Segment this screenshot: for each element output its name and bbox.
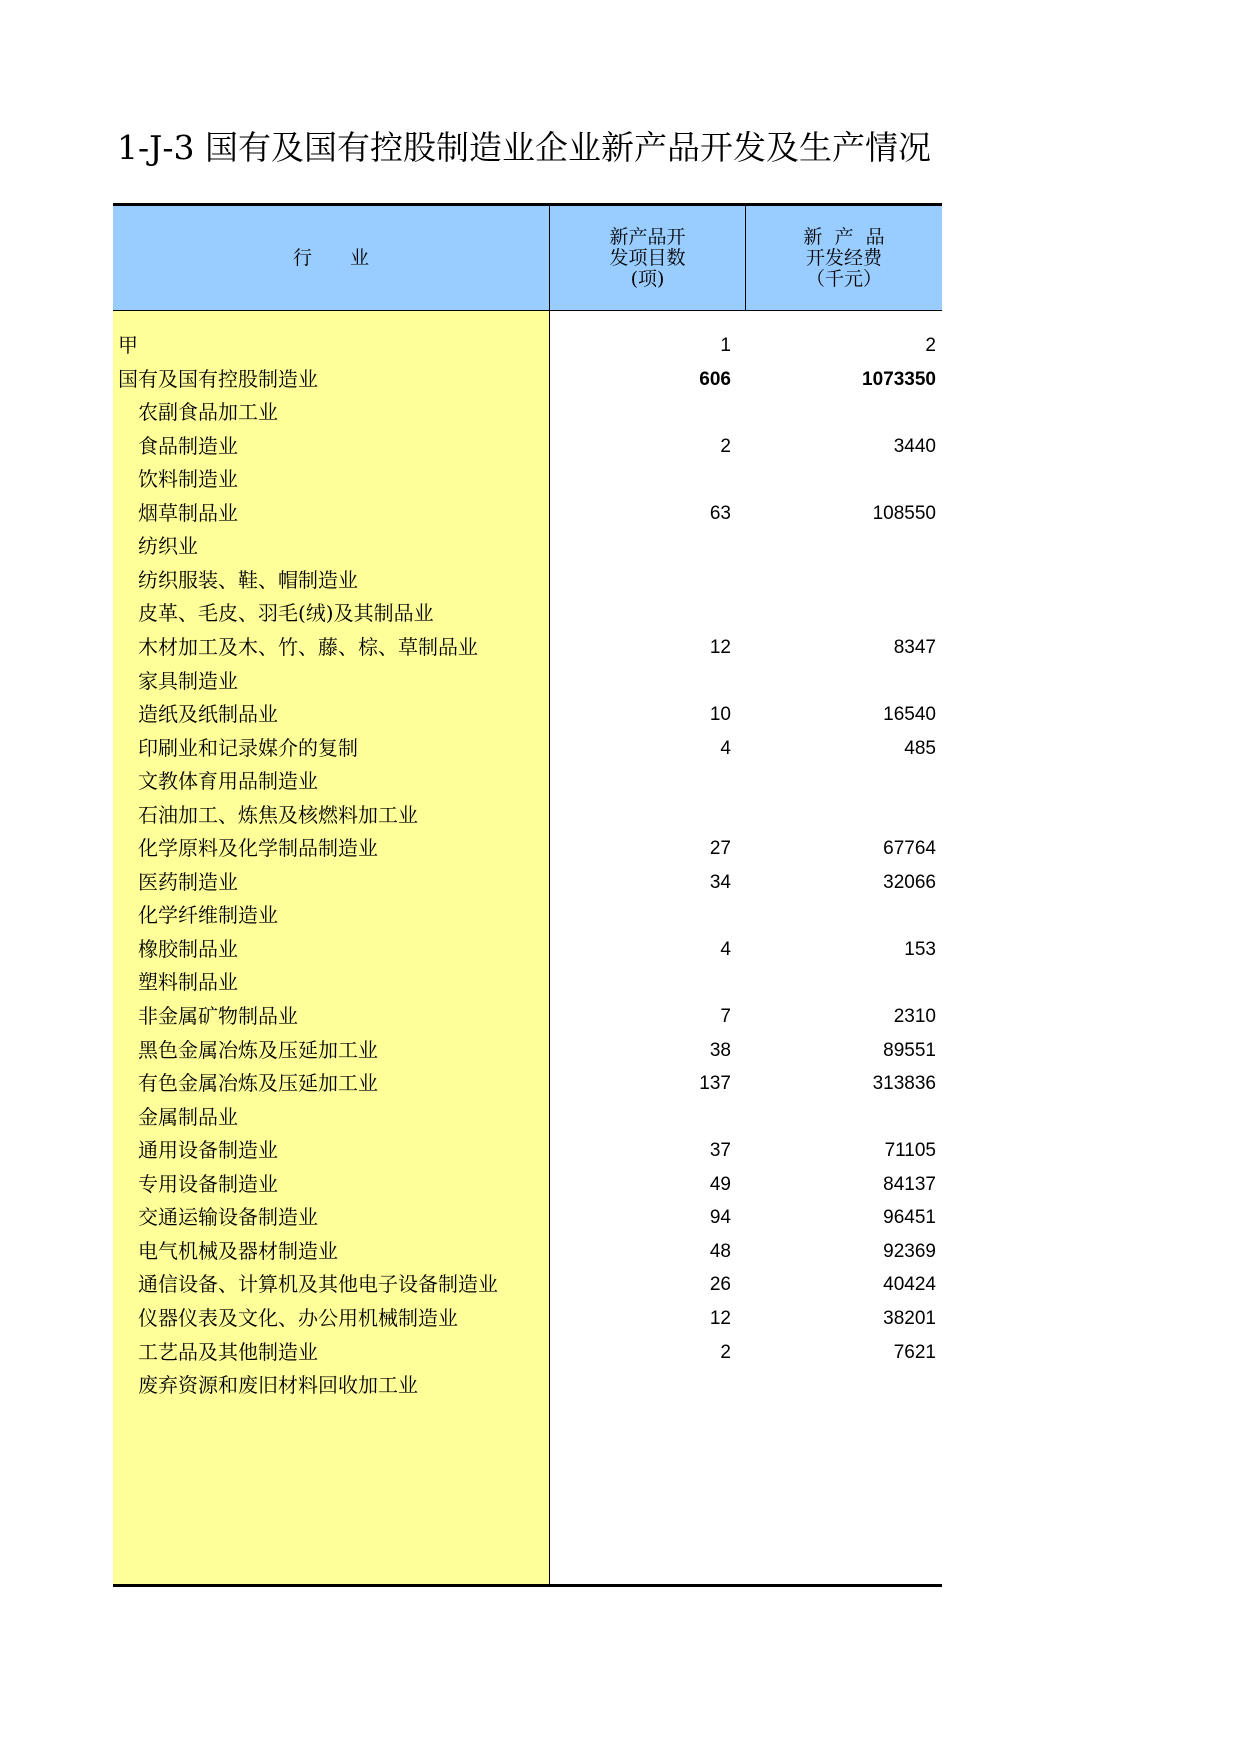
table-row [113,1132,942,1169]
row-industry-label: 塑料制品业 [138,970,238,995]
header-projects-line2: 发项目数 [609,246,686,269]
row-development-funds: 32066 [883,871,936,893]
row-project-count [550,394,731,431]
row-industry-label: 专用设备制造业 [138,1171,278,1196]
row-industry-label: 食品制造业 [138,433,238,458]
table-row [113,1199,942,1236]
table-row [113,394,942,431]
row-project-count: 7 [720,1006,731,1027]
row-industry-label: 仪器仪表及文化、办公用机械制造业 [138,1305,458,1330]
table-row [113,730,942,767]
row-project-count: 38 [709,1039,731,1061]
table-row [113,595,942,632]
row-industry-label: 金属制品业 [138,1104,238,1129]
row-project-count: 2 [720,435,731,457]
row-project-count: 137 [699,1073,731,1095]
row-development-funds [746,797,936,834]
table-row [113,1233,942,1270]
row-industry-label: 木材加工及木、竹、藤、棕、草制品业 [138,634,478,659]
row-project-count [550,461,731,498]
header-funds-line2: 开发经费 [805,246,882,269]
row-development-funds: 1073350 [862,368,936,390]
row-development-funds: 40424 [883,1274,936,1296]
row-project-count: 94 [709,1207,731,1229]
header-column-divider [745,206,746,311]
row-industry-label: 黑色金属冶炼及压延加工业 [138,1037,378,1062]
table-row [113,763,942,800]
row-industry-label: 印刷业和记录媒介的复制 [138,735,358,760]
row-development-funds: 92369 [883,1240,936,1262]
header-funds-line1: 新 产 品 [803,225,885,248]
row-industry-label: 通用设备制造业 [138,1138,278,1163]
row-project-count: 10 [709,704,731,726]
table-row [113,1334,942,1371]
row-project-count: 606 [699,368,731,390]
row-industry-label: 通信设备、计算机及其他电子设备制造业 [138,1272,498,1297]
row-project-count [550,663,731,700]
table-row [113,629,942,666]
row-development-funds [746,562,936,599]
table-row [113,931,942,968]
row-project-count: 37 [709,1140,731,1162]
row-industry-label: 电气机械及器材制造业 [138,1238,338,1263]
row-industry-label: 化学原料及化学制品制造业 [138,836,378,861]
row-development-funds: 3440 [893,435,936,457]
row-development-funds: 485 [904,737,936,759]
table-row [113,864,942,901]
row-industry-label: 烟草制品业 [138,500,238,525]
row-industry-label: 甲 [118,333,138,357]
table-row [113,461,942,498]
header-projects-line1: 新产品开 [609,225,686,248]
row-project-count [550,1367,731,1404]
row-development-funds: 67764 [883,838,936,860]
table-row [113,528,942,565]
row-industry-label: 文教体育用品制造业 [138,769,318,794]
row-project-count [550,797,731,834]
row-project-count [550,595,731,632]
row-industry-label: 化学纤维制造业 [138,903,278,928]
row-industry-label: 有色金属冶炼及压延加工业 [138,1071,378,1096]
row-project-count: 2 [720,1341,731,1363]
row-development-funds: 16540 [883,704,936,726]
table-row [113,1367,942,1404]
row-development-funds [746,528,936,565]
table-row [113,696,942,733]
row-project-count: 27 [709,838,731,860]
table-row [113,361,942,398]
row-industry-label: 农副食品加工业 [138,400,278,425]
header-projects-line3: (项) [630,267,665,290]
table-header [113,206,942,311]
row-development-funds [746,394,936,431]
row-development-funds: 153 [904,938,936,960]
table-row [113,1166,942,1203]
table-row [113,327,942,364]
row-project-count: 12 [709,636,731,658]
row-project-count [550,763,731,800]
table-row [113,830,942,867]
row-project-count: 4 [720,938,731,960]
header-funds-line3: （千元） [805,267,882,290]
table-row [113,1099,942,1136]
row-development-funds: 84137 [883,1173,936,1195]
row-development-funds [746,1367,936,1404]
row-industry-label: 饮料制造业 [138,467,238,492]
row-project-count [550,562,731,599]
row-industry-label: 废弃资源和废旧材料回收加工业 [138,1373,418,1398]
row-industry-label: 家具制造业 [138,668,238,693]
row-development-funds: 7621 [893,1341,936,1363]
row-project-count: 4 [720,737,731,759]
table-row [113,495,942,532]
row-development-funds [746,663,936,700]
table-row [113,663,942,700]
row-industry-label: 造纸及纸制品业 [138,702,278,727]
row-development-funds [746,964,936,1001]
row-industry-label: 皮革、毛皮、羽毛(绒)及其制品业 [138,601,434,626]
row-project-count: 1 [720,335,731,356]
row-project-count [550,964,731,1001]
row-industry-label: 纺织服装、鞋、帽制造业 [138,567,358,592]
row-development-funds [746,897,936,934]
row-development-funds [746,461,936,498]
row-industry-label: 医药制造业 [138,869,238,894]
row-project-count: 26 [709,1274,731,1296]
row-project-count: 48 [709,1240,731,1262]
page-title: 1-J-3 国有及国有控股制造业企业新产品开发及生产情况 [117,128,932,167]
row-development-funds: 89551 [883,1039,936,1061]
table-row [113,998,942,1035]
row-development-funds: 2310 [893,1006,936,1027]
row-project-count: 63 [709,502,731,524]
table-row [113,1032,942,1069]
row-industry-label: 纺织业 [138,534,198,559]
table-row [113,797,942,834]
row-development-funds [746,595,936,632]
row-project-count: 34 [709,871,731,893]
row-industry-label: 橡胶制品业 [138,936,238,961]
table-row [113,428,942,465]
table-top-rule [113,203,942,206]
row-industry-label: 国有及国有控股制造业 [118,366,318,391]
header-funds [746,206,942,310]
row-development-funds: 38201 [883,1307,936,1329]
table-row [113,1065,942,1102]
header-projects [550,206,745,310]
table-bottom-rule [113,1584,942,1587]
row-development-funds [746,763,936,800]
row-development-funds: 8347 [893,636,936,658]
row-project-count [550,897,731,934]
row-development-funds: 71105 [884,1140,936,1162]
header-industry: 行 业 [292,246,369,269]
row-project-count: 12 [709,1307,731,1329]
row-development-funds: 96451 [883,1207,936,1229]
data-table [113,203,942,1587]
table-row [113,1266,942,1303]
row-industry-label: 工艺品及其他制造业 [138,1339,318,1364]
row-industry-label: 石油加工、炼焦及核燃料加工业 [138,802,418,827]
row-development-funds [746,1099,936,1136]
row-project-count [550,1099,731,1136]
row-development-funds: 313836 [872,1073,936,1095]
table-row [113,897,942,934]
row-industry-label: 交通运输设备制造业 [138,1205,318,1230]
row-project-count [550,528,731,565]
row-project-count: 49 [709,1173,731,1195]
row-development-funds: 108550 [872,502,936,524]
table-row [113,964,942,1001]
table-row [113,1300,942,1337]
table-row [113,562,942,599]
row-development-funds: 2 [925,335,936,356]
row-industry-label: 非金属矿物制品业 [138,1004,298,1028]
